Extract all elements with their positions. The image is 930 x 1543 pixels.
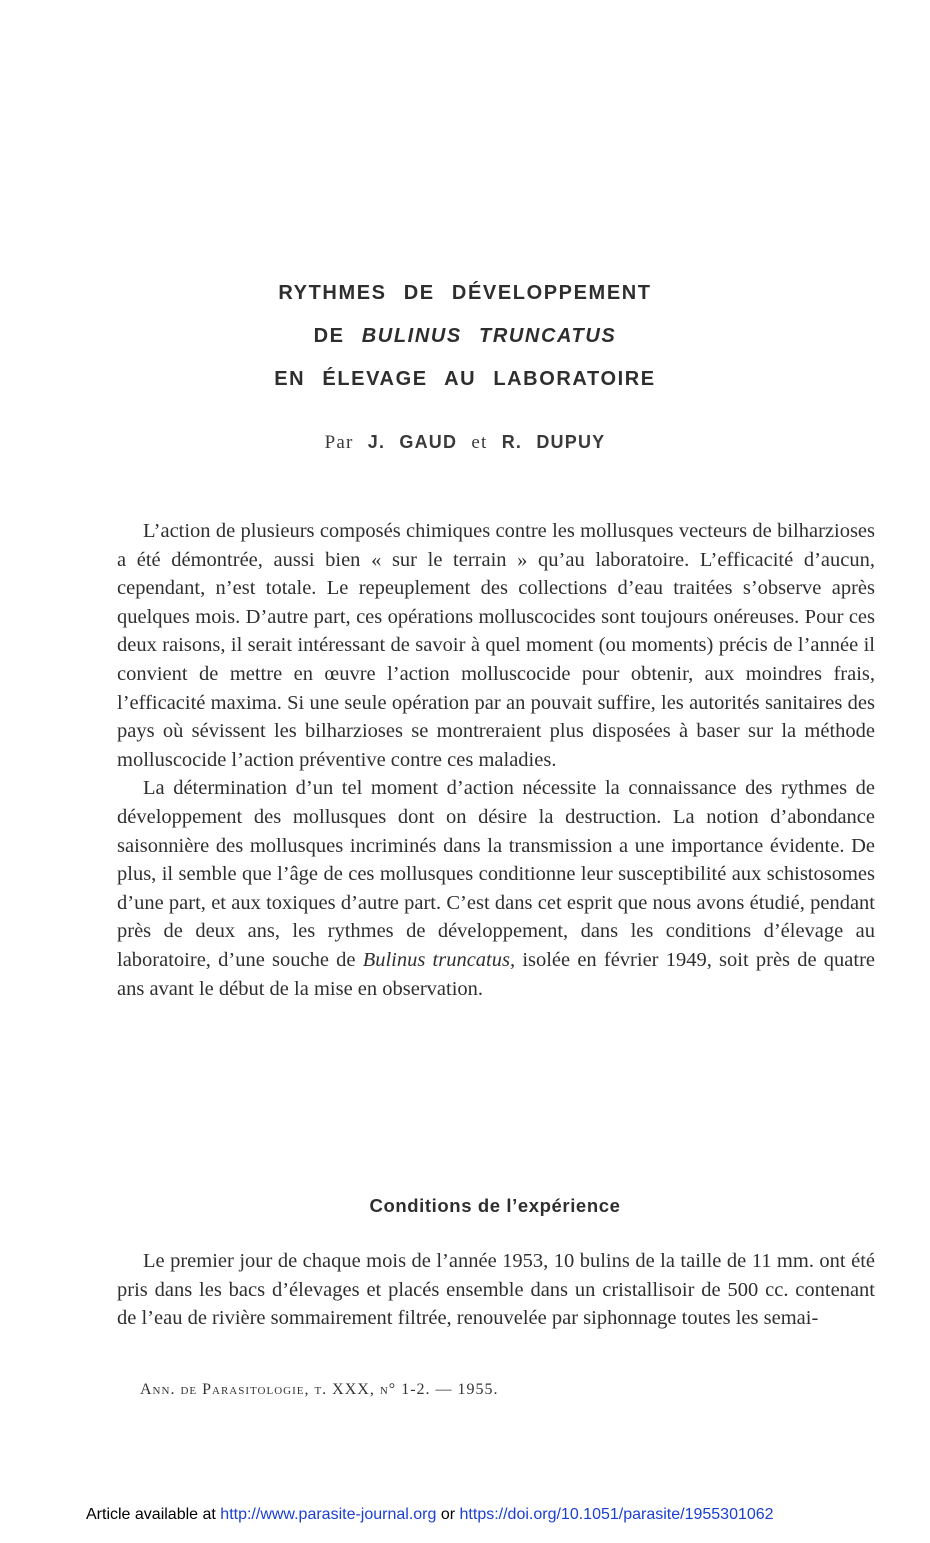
article-title-line-3: EN ÉLEVAGE AU LABORATOIRE	[274, 368, 656, 390]
experiment-text	[117, 1247, 875, 1333]
paragraph-2-text-a: La détermination d’un tel moment d’action nécessite la connaissance des rythmes de développement des mollusques dont on désire la destruction. La notion d’abondance saisonnière des mollusques incriminés dans la transmission a une importance évidente. De plus, il semble que l’âge de ces mollusques conditionne leur susceptibilité aux schistosomes d’une part, et aux toxiques d’autre part. C’est dans cet esprit que nous avons étudié, pendant près de deux ans, les rythmes de développement, dans les conditions d’élevage au laboratoire, d’une souche de	[117, 777, 875, 971]
species-name-title: BULINUS TRUNCATUS	[361, 325, 617, 347]
byline-prefix: Par	[324, 432, 354, 453]
availability-prefix: Article available at	[86, 1506, 221, 1523]
doi-link[interactable]: https://doi.org/10.1051/parasite/1955301062	[459, 1506, 774, 1523]
article-title-line-1: RYTHMES DE DÉVELOPPEMENT	[278, 282, 652, 304]
title-line-2-prefix: DE	[313, 325, 362, 347]
journal-link[interactable]: http://www.parasite-journal.org	[220, 1506, 437, 1523]
availability-notice	[86, 1506, 774, 1524]
author-gaud: J. GAUD	[367, 432, 458, 452]
byline	[0, 432, 930, 454]
journal-citation: Ann. de Parasitologie, t. XXX, n° 1-2. — 1955.	[140, 1381, 499, 1398]
paragraph-3: Le premier jour de chaque mois de l’année 1953, 10 bulins de la taille de 11 mm. ont été pris dans les bacs d’élevages et placés ensemble dans un cristallisoir de 500 cc. contenant de l’eau de rivière sommairement filtrée, renouvelée par siphonnage toutes les semai-	[117, 1250, 875, 1330]
paragraph-1: L’action de plusieurs composés chimiques contre les mollusques vecteurs de bilharzioses a été démontrée, aussi bien « sur le terrain » qu’au laboratoire. L’efficacité d’aucun, cependant, n’est totale. Le repeuplement des collections d’eau traitées s’observe après quelques mois. D’autre part, ces opérations molluscocides sont toujours onéreuses. Pour ces deux raisons, il serait intéressant de savoir à quel moment (ou moments) précis de l’année il convient de mettre en œuvre l’action molluscocide pour obtenir, aux moindres frais, l’efficacité maxima. Si une seule opération par an pouvait suffire, les autorités sanitaires des pays où sévissent les bilharzioses se montreraient plus disposées à baser sur la méthode molluscocide l’action préventive contre ces maladies.	[117, 520, 875, 771]
author-dupuy: R. DUPUY	[501, 432, 606, 452]
introduction-text	[117, 517, 875, 1003]
byline-conjunction: et	[471, 432, 488, 453]
paragraph-2	[117, 774, 875, 1003]
species-name-inline: Bulinus truncatus,	[362, 948, 516, 971]
paragraph-2-text-b: isolée en février 1949, soit près de quatre ans avant le début de la mise en observation.	[117, 948, 875, 1000]
section-heading: Conditions de l’expérience	[369, 1195, 621, 1216]
article-title-line-2	[0, 325, 930, 348]
availability-conjunction: or	[436, 1506, 460, 1523]
